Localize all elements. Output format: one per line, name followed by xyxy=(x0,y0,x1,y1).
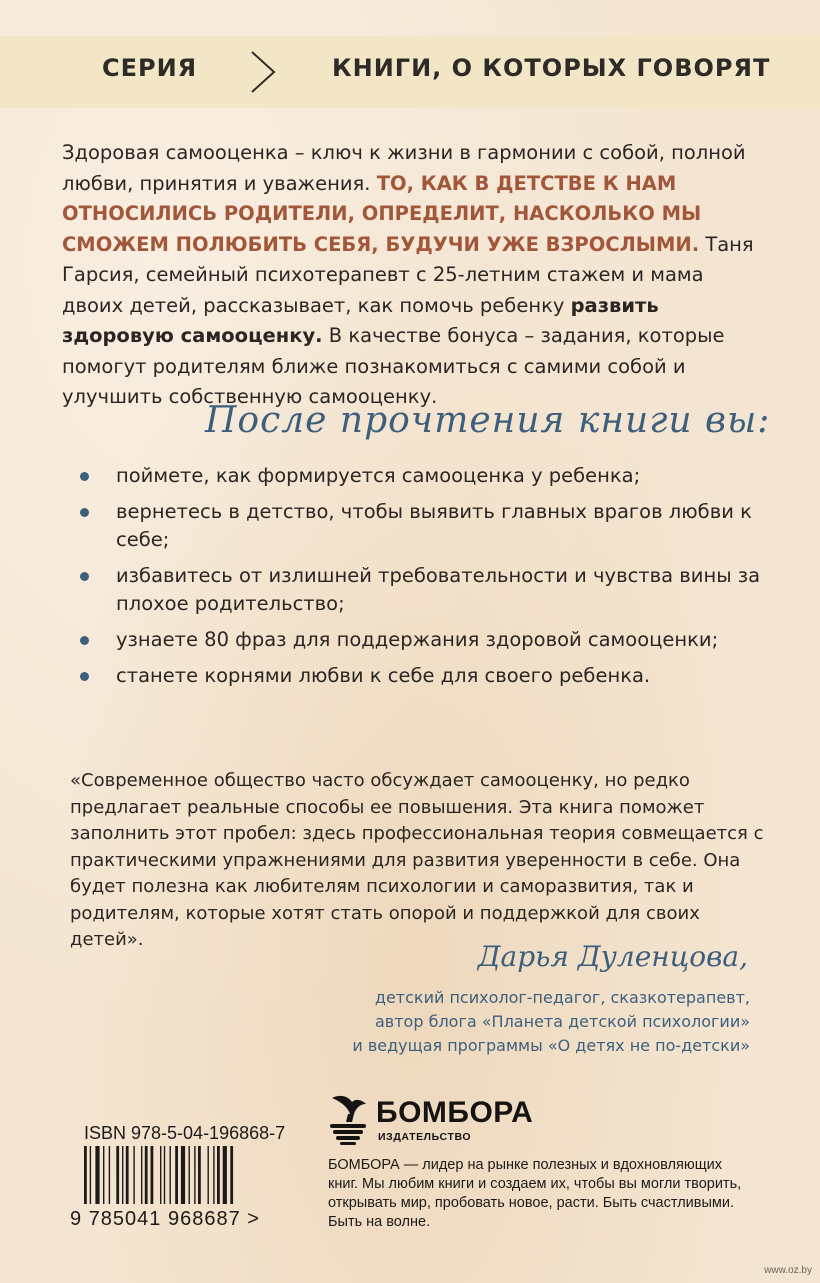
list-item: вернетесь в детство, чтобы выявить главных врагов любви к себе; xyxy=(80,498,770,554)
list-item: избавитесь от излишней требовательности и чувства вины за плохое родительство; xyxy=(80,562,770,618)
script-heading: После прочтения книги вы: xyxy=(205,400,771,441)
barcode-icon xyxy=(84,1146,276,1204)
attribution-line: и ведущая программы «О детях не по-детски» xyxy=(352,1036,750,1055)
publisher-name: БОМБОРА xyxy=(376,1096,534,1129)
intro-paragraph xyxy=(62,138,767,413)
barcode-digits: 9 785041 968687 > xyxy=(70,1208,260,1230)
list-item: узнаете 80 фраз для поддержания здоровой самооценки; xyxy=(80,626,770,654)
intro-accent-text: ТО, КАК В ДЕТСТВЕ К НАМ ОТНОСИЛИСЬ РОДИТЕЛИ, ОПРЕДЕЛИТ, НАСКОЛЬКО МЫ СМОЖЕМ ПОЛЮБИТЬ СЕБЯ, БУДУЧИ УЖЕ ВЗРОСЛЫМИ. xyxy=(62,171,702,256)
bullet-dot-icon xyxy=(80,636,89,645)
bullet-dot-icon xyxy=(80,672,89,681)
intro-bold-text: развить здоровую самооценку. xyxy=(62,293,659,347)
attribution-line: автор блога «Планета детской психологии» xyxy=(374,1012,750,1031)
intro-text-1: Здоровая самооценка – ключ к жизни в гармонии с собой, полной любви, принятия и уважения. xyxy=(62,141,746,195)
list-item: поймете, как формируется самооценка у ребенка; xyxy=(80,462,770,490)
reviewer-signature: Дарья Дуленцова, xyxy=(477,940,748,973)
bullet-dot-icon xyxy=(80,572,89,581)
list-item: станете корнями любви к себе для своего ребенка. xyxy=(80,662,770,690)
benefits-list xyxy=(80,462,770,698)
review-quote: «Современное общество часто обсуждает самооценку, но редко предлагает реальные способы ее повышения. Эта книга поможет заполнить этот пробел: здесь профессиональная теория совмещается с практическими упражнениями для развития уверенности в себе. Она будет полезна как любителям психологии и саморазвития, так и родителям, которые хотят стать опорой и поддержкой для своих детей». xyxy=(70,770,764,950)
intro-text-3: В качестве бонуса – задания, которые помогут родителям ближе познакомиться с самими собой и улучшить собственную самооценку. xyxy=(62,324,725,408)
publisher-subtitle: ИЗДАТЕЛЬСТВО xyxy=(378,1131,472,1143)
attribution-line: детский психолог-педагог, сказкотерапевт, xyxy=(374,988,750,1007)
intro-text-2: Таня Гарсия, семейный психотерапевт с 25-летним стажем и мама двоих детей, рассказывает, как помочь ребенку xyxy=(62,232,754,317)
watermark: www.oz.by xyxy=(764,1265,812,1276)
bullet-dot-icon xyxy=(80,508,89,517)
isbn-text: ISBN 978-5-04-196868-7 xyxy=(84,1123,286,1143)
reviewer-attribution xyxy=(352,986,750,1058)
series-label: СЕРИЯ xyxy=(102,54,198,82)
series-title: КНИГИ, О КОТОРЫХ ГОВОРЯТ xyxy=(332,54,771,82)
bombora-logo-icon xyxy=(326,1092,370,1146)
series-band xyxy=(0,36,820,108)
chevron-right-icon xyxy=(248,50,278,94)
bullet-dot-icon xyxy=(80,472,89,481)
publisher-description: БОМБОРА — лидер на рынке полезных и вдохновляющих книг. Мы любим книги и создаем их, чтобы вы могли творить, открывать мир, пробовать новое, расти. Быть счастливыми. Быть на волне. xyxy=(328,1157,742,1230)
